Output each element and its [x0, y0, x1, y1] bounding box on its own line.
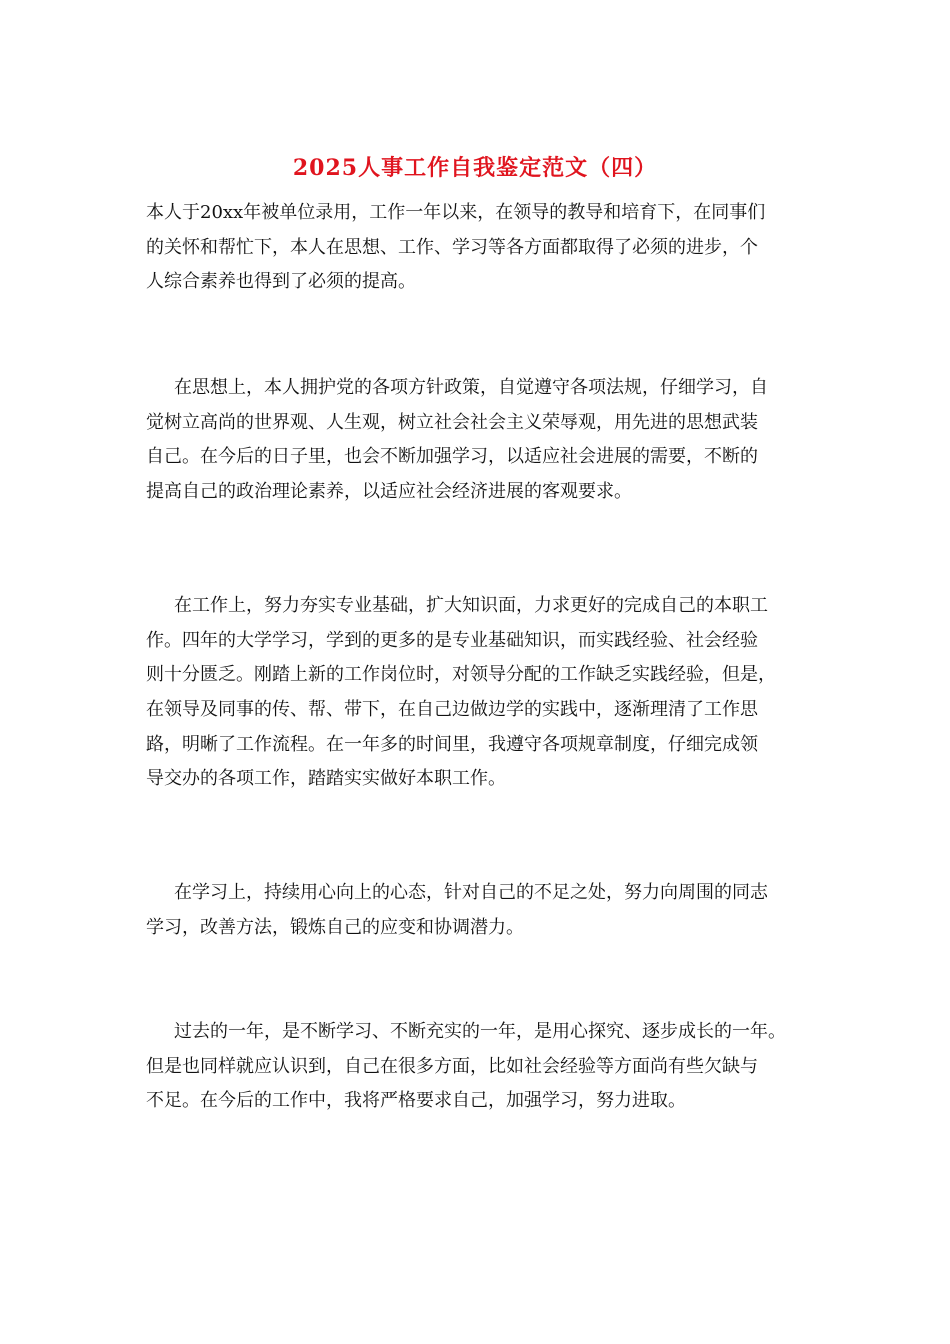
document-title: 2025人事工作自我鉴定范文（四）: [292, 155, 658, 181]
paragraph-line: 但是也同样就应认识到，自己在很多方面，比如社会经验等方面尚有些欠缺与: [146, 1055, 758, 1077]
paragraph-line: 在工作上，努力夯实专业基础，扩大知识面，力求更好的完成自己的本职工: [174, 595, 768, 616]
paragraph-line: 则十分匮乏。刚踏上新的工作岗位时，对领导分配的工作缺乏实践经验，但是，: [146, 664, 776, 686]
paragraph-thought: [146, 371, 768, 510]
paragraph-line: 在思想上，本人拥护党的各项方针政策，自觉遵守各项法规，仔细学习，自: [174, 377, 768, 398]
paragraph-study: [146, 876, 768, 945]
paragraph-line: 路，明晰了工作流程。在一年多的时间里，我遵守各项规章制度，仔细完成领: [146, 733, 758, 755]
paragraph-line: 学习，改善方法，锻炼自己的应变和协调潜力。: [146, 916, 524, 938]
paragraph-intro: [146, 196, 765, 300]
paragraph-line: 人综合素养也得到了必须的提高。: [146, 271, 416, 293]
paragraph-line: 导交办的各项工作，踏踏实实做好本职工作。: [146, 768, 506, 790]
paragraph-work: [146, 589, 776, 797]
paragraph-line: 觉树立高尚的世界观、人生观，树立社会社会主义荣辱观，用先进的思想武装: [146, 411, 758, 433]
paragraph-line: 作。四年的大学学习，学到的更多的是专业基础知识，而实践经验、社会经验: [146, 629, 758, 651]
paragraph-line: 过去的一年，是不断学习、不断充实的一年，是用心探究、逐步成长的一年。: [174, 1021, 786, 1042]
paragraph-line: 不足。在今后的工作中，我将严格要求自己，加强学习，努力进取。: [146, 1090, 686, 1112]
paragraph-line: 在学习上，持续用心向上的心态，针对自己的不足之处，努力向周围的同志: [174, 882, 768, 903]
paragraph-line: 提高自己的政治理论素养，以适应社会经济进展的客观要求。: [146, 481, 632, 503]
paragraph-line: 自己。在今后的日子里，也会不断加强学习，以适应社会进展的需要，不断的: [146, 446, 758, 468]
paragraph-line: 的关怀和帮忙下，本人在思想、工作、学习等各方面都取得了必须的进步，个: [146, 236, 758, 258]
paragraph-summary: [146, 1015, 786, 1119]
paragraph-line: 在领导及同事的传、帮、带下，在自己边做边学的实践中，逐渐理清了工作思: [146, 699, 758, 721]
paragraph-line: 本人于20xx年被单位录用，工作一年以来，在领导的教导和培育下，在同事们: [146, 202, 766, 223]
